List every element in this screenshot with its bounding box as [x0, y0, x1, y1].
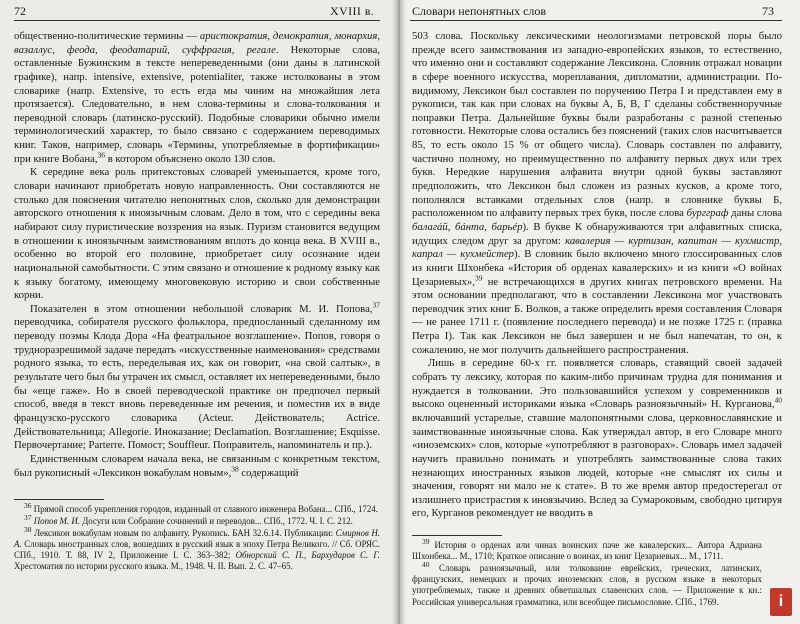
paragraph: Показателен в этом отношении небольшой словарик М. И. Попова,$^{37}$ переводчика, собирателя русского фольклора, предпосланный сделанному им переводу поэмы Клода Дора «На феатральное возглашение». Попов, говоря о трудноразрешимой задаче передать «искусственные наименования» средствами родного языка, то есть, переделывая их, как он говорит, «на свой салтык», в результате чего был бы утрачен их смысл, оставляет их непереведенными, было бы «еще гаже». Но в своей переводческой практике он предпочел первый способ, введя в текст вновь переведенные им речения, и поместив их в виде французско-русского словарика (Acteur. Действователь; Actrice. Действовательница; Allegorie. Иноказание; Declamation. Возглашение; Esquisse. Первочертание; Parterre. Помост; Souffleur. Поправитель, напоминатель и пр.).	[14, 300, 380, 452]
paragraph: общественно-политические термины — аристократия, демократия, монархия, вазаллус, феода, феодатарий, суффрагия, регале. Некоторые слова, оставленные Бужинским в тексте непереведенными (они даны в латинской графике), напр. intensive, extensive, potentialiter, также истолкованы в этом словарике (напр. Extensive, то есть егда мы чиним на множайшия лета протязается). Следовательно, в нем слова-термины и слова-толкования и переводной словарь (латинско-русский). Подобные словарики обычно имели терминологический характер, то было связано с содержанием переводимых книг. Таков, например, словарь «Термины, употребляемые в фортификации» при книге Вобана,$^{36}$ в котором объяснено около 130 слов.	[14, 30, 380, 165]
left-running-head: XVIII в.	[330, 4, 375, 18]
paragraph: Единственным словарем начала века, не связанным с конкретным текстом, был рукописный «Лексикон вокабулам новым»,$^{38}$ содержащий	[14, 452, 380, 479]
left-footnote-rule	[14, 499, 104, 500]
left-header-rule	[14, 20, 380, 21]
i-logo-badge: i	[770, 588, 792, 616]
paragraph: 503 слова. Поскольку лексическими неологизмами петровской поры было прежде всего заимствования из западно-европейских языков, то естественно, что именно они и составляют содержание Лексикона. Словник отражал новации в сфере военного искусства, мореплавания, дипломатии, администрации. По-видимому, Лексикон был составлен по поручению Петра I и представлен ему в рукописи, так как при словах на буквы А, Б, В, Г сделаны собственноручные поправки Петра. Дальнейшие буквы были разработаны с разной степенью готовности. Некоторые слова остались без пояснений (таких слов насчитывается 85, то есть около 15 % от общего числа). Словарь составлен по алфавиту, частично полному, но преимущественно по алфавиту первых двух или трех букв. Нередкие нарушения алфавита внутри одной буквы заставляют предположить, что Лексикон был сложен из разных кусков, а кроме того, пополнялся вставками отдельных слов (напр. в словнике буквы Б, расположенном по алфавиту первых трех букв, после слова бургграф даны слова балагáй, бáнта, барьéр). В букве К обнаруживаются три алфавитных списка, идущих следом друг за другом: кавалерия — куртизан, капитан — кухмистр, капрал — кухмейстер). В словник было включено много глоссированных слов из книги Шхонбека «История об орденах кавалерских» и из книги «О войнах Цезариевых»,$^{39}$ не встречающихся в других книгах петровского времени. На этом основании предполагают, что в составлении Лексикона мог участвовать переводчик этих книг Б. Волков, а также определить время составления Словаря — не ранее 1711 г. (появление последнего перевода) и не позже 1725 г. (правка Петра I). Так как Лексикон не был завершен и не был напечатан, то он, к сожалению, не мог получить дальнейшего распространения.	[412, 30, 783, 356]
footnote: $^{38}$ Лексикон вокабулам новым по алфавиту. Рукопись. БАН 32.6.14. Публикации: Смирнов Н. А. Словарь иностранных слов, вошедших в русский язык в эпоху Петра Великого. // Сб. ОРЯС. СПб., 1910. Т. 88, IV 2, Приложение I. С. 363–382; Обнорский С. П., Бархударов С. Г. Хрестоматия по истории русского языка. М., 1948. Ч. II. Вып. 2. С. 47–65.	[14, 524, 380, 572]
footnote: $^{39}$ История о орденах или чинах воинских паче же кавалерских... Автора Адриана Шхонбека... М., 1710; Краткое описание о воинах, из книг Цезариевых... М., 1711.	[412, 537, 762, 562]
right-page	[398, 0, 800, 624]
right-page-number: 73	[762, 4, 774, 18]
right-body-text	[412, 30, 782, 521]
right-header-rule	[410, 20, 782, 21]
left-footnotes	[14, 501, 380, 573]
book-gutter	[392, 0, 406, 624]
left-page-number: 72	[14, 4, 26, 18]
right-running-head: Словари непонятных слов	[412, 4, 547, 18]
left-page	[0, 0, 398, 624]
right-footnote-rule	[412, 535, 502, 536]
footnote: $^{36}$ Прямой способ укрепления городов, изданный от славного инженера Вобана... СПб., 1724.	[24, 501, 378, 514]
footnote: $^{40}$ Словарь разноязычный, или толкование еврейских, греческих, латинских, французских, немецких и прочих иноземских слов, в русском языке в некоторых употребляемых, также и древних обветшалых славенских слов. — Приложение к кн.: Российская универсальная грамматика, или всеобщее письмословие. СПб., 1769.	[412, 560, 762, 607]
paragraph: Лишь в середине 60-х гг. появляется словарь, ставящий своей задачей собрать ту лексику, которая по каким-либо причинам трудна для понимания и нуждается в толковании. Это пользовавшийся успехом у современников и высоко оцененный историками языка «Словарь разноязычный» Н. Курганова,$^{40}$ включавший устарелые, ставшие малопонятными слова, церковнославянские и заимствованные иноязычные слова. Как утверждал автор, в его Словаре много «иноземских» слов, которые «употребляют в разговорах». Словарь имел задачей научить правильно понимать и употреблять заимствованные слова таких незнающих иностранных языков людей, которые «не смыслят их силы и значения, говорят ни мало не к стате». В то же время автор предостерегал от излишнего пристрастия к иноязычию. Вслед за Сумароковым, свободно цитируя его, Курганов рекомендует не вводить в	[412, 357, 782, 520]
right-footnotes	[412, 537, 762, 608]
paragraph: К середине века роль притекстовых словарей уменьшается, кроме того, словари начинают приобретать новую направленность. Они составляются не столько для пояснения читателю непонятных слов, сколько для демонстрации авторского отношения к иноязычным словам. Дело в том, что с середины века набирают силу пуристические воззрения на язык. Пуризм становится ведущим в отношении к иноязычным заимствованиям вплоть до конца века. В XVIII в., особенно во второй его половине, приобретает силу осознание идеи национальной самобытности. С этим связано и отношение к родному языку как к языку богатому, имеющему многовековую историю и свои собственные корни.	[14, 166, 380, 302]
footnote: $^{37}$ Попов М. И. Досуги или Собрание сочинений и переводов... СПб., 1772. Ч. I. С. 212.	[24, 512, 353, 526]
left-body-text	[14, 30, 380, 480]
